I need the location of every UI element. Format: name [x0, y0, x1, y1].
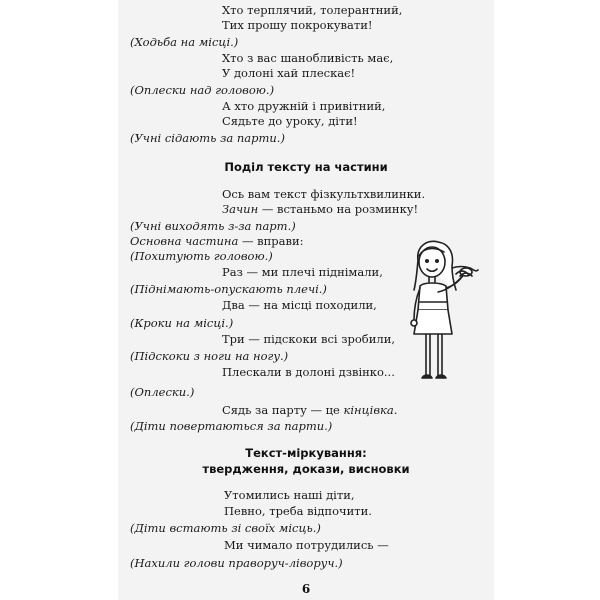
girl-illustration [408, 240, 488, 386]
section-heading: Текст-міркування: [245, 446, 367, 460]
term-zachyn: Зачин [222, 202, 259, 216]
stage-direction: (Оплески.) [130, 385, 195, 399]
section-heading: Поділ тексту на частини [224, 160, 388, 174]
verse-line: У долоні хай плескає! [222, 66, 356, 80]
verse-line: Раз — ми плечі піднімали, [222, 265, 383, 279]
term-ending: кінцівка [343, 403, 394, 417]
page-number: 6 [301, 582, 311, 596]
stage-direction: (Діти встають зі своїх місць.) [130, 521, 321, 535]
stage-direction: (Нахили голови праворуч-ліворуч.) [130, 556, 343, 570]
verse-line: Плескали в долоні дзвінко... [222, 365, 395, 379]
verse-line: А хто дружній і привітний, [222, 99, 386, 113]
stage-direction: (Кроки на місці.) [130, 316, 234, 330]
stage-direction: (Піднімають-опускають плечі.) [130, 282, 327, 296]
stage-direction: (Діти повертаються за парти.) [130, 419, 333, 433]
stage-direction: (Учні сідають за парти.) [130, 131, 285, 145]
stage-direction: (Похитують головою.) [130, 249, 273, 263]
stage-direction: (Учні виходять з-за парт.) [130, 219, 296, 233]
verse-line: Тих прошу покрокувати! [222, 18, 373, 32]
verse-line: Три — підскоки всі зробили, [222, 332, 396, 346]
term-main-part: Основна частина [130, 234, 239, 248]
body-line: Основна частина — вправи: [130, 234, 304, 248]
verse-line: Певно, треба відпочити. [224, 504, 372, 518]
verse-line: Сядьте до уроку, діти! [222, 114, 358, 128]
verse-line: Ось вам текст фізкультхвилинки. [222, 187, 426, 201]
stage-direction: (Підскоки з ноги на ногу.) [130, 349, 289, 363]
verse-line: Хто з вас шанобливість має, [222, 51, 394, 65]
verse-line: Сядь за парту — це кінцівка. [222, 403, 398, 417]
stage-direction: (Ходьба на місці.) [130, 35, 239, 49]
stage-direction: (Оплески над головою.) [130, 83, 275, 97]
verse-line: Утомились наші діти, [224, 488, 355, 502]
verse-line: Два — на місці походили, [222, 298, 377, 312]
verse-line: Зачин — встаньмо на розминку! [222, 202, 419, 216]
section-subheading: твердження, докази, висновки [202, 462, 410, 476]
verse-line: Хто терплячий, толерантний, [222, 3, 403, 17]
verse-line: Ми чимало потрудились — [224, 538, 389, 552]
